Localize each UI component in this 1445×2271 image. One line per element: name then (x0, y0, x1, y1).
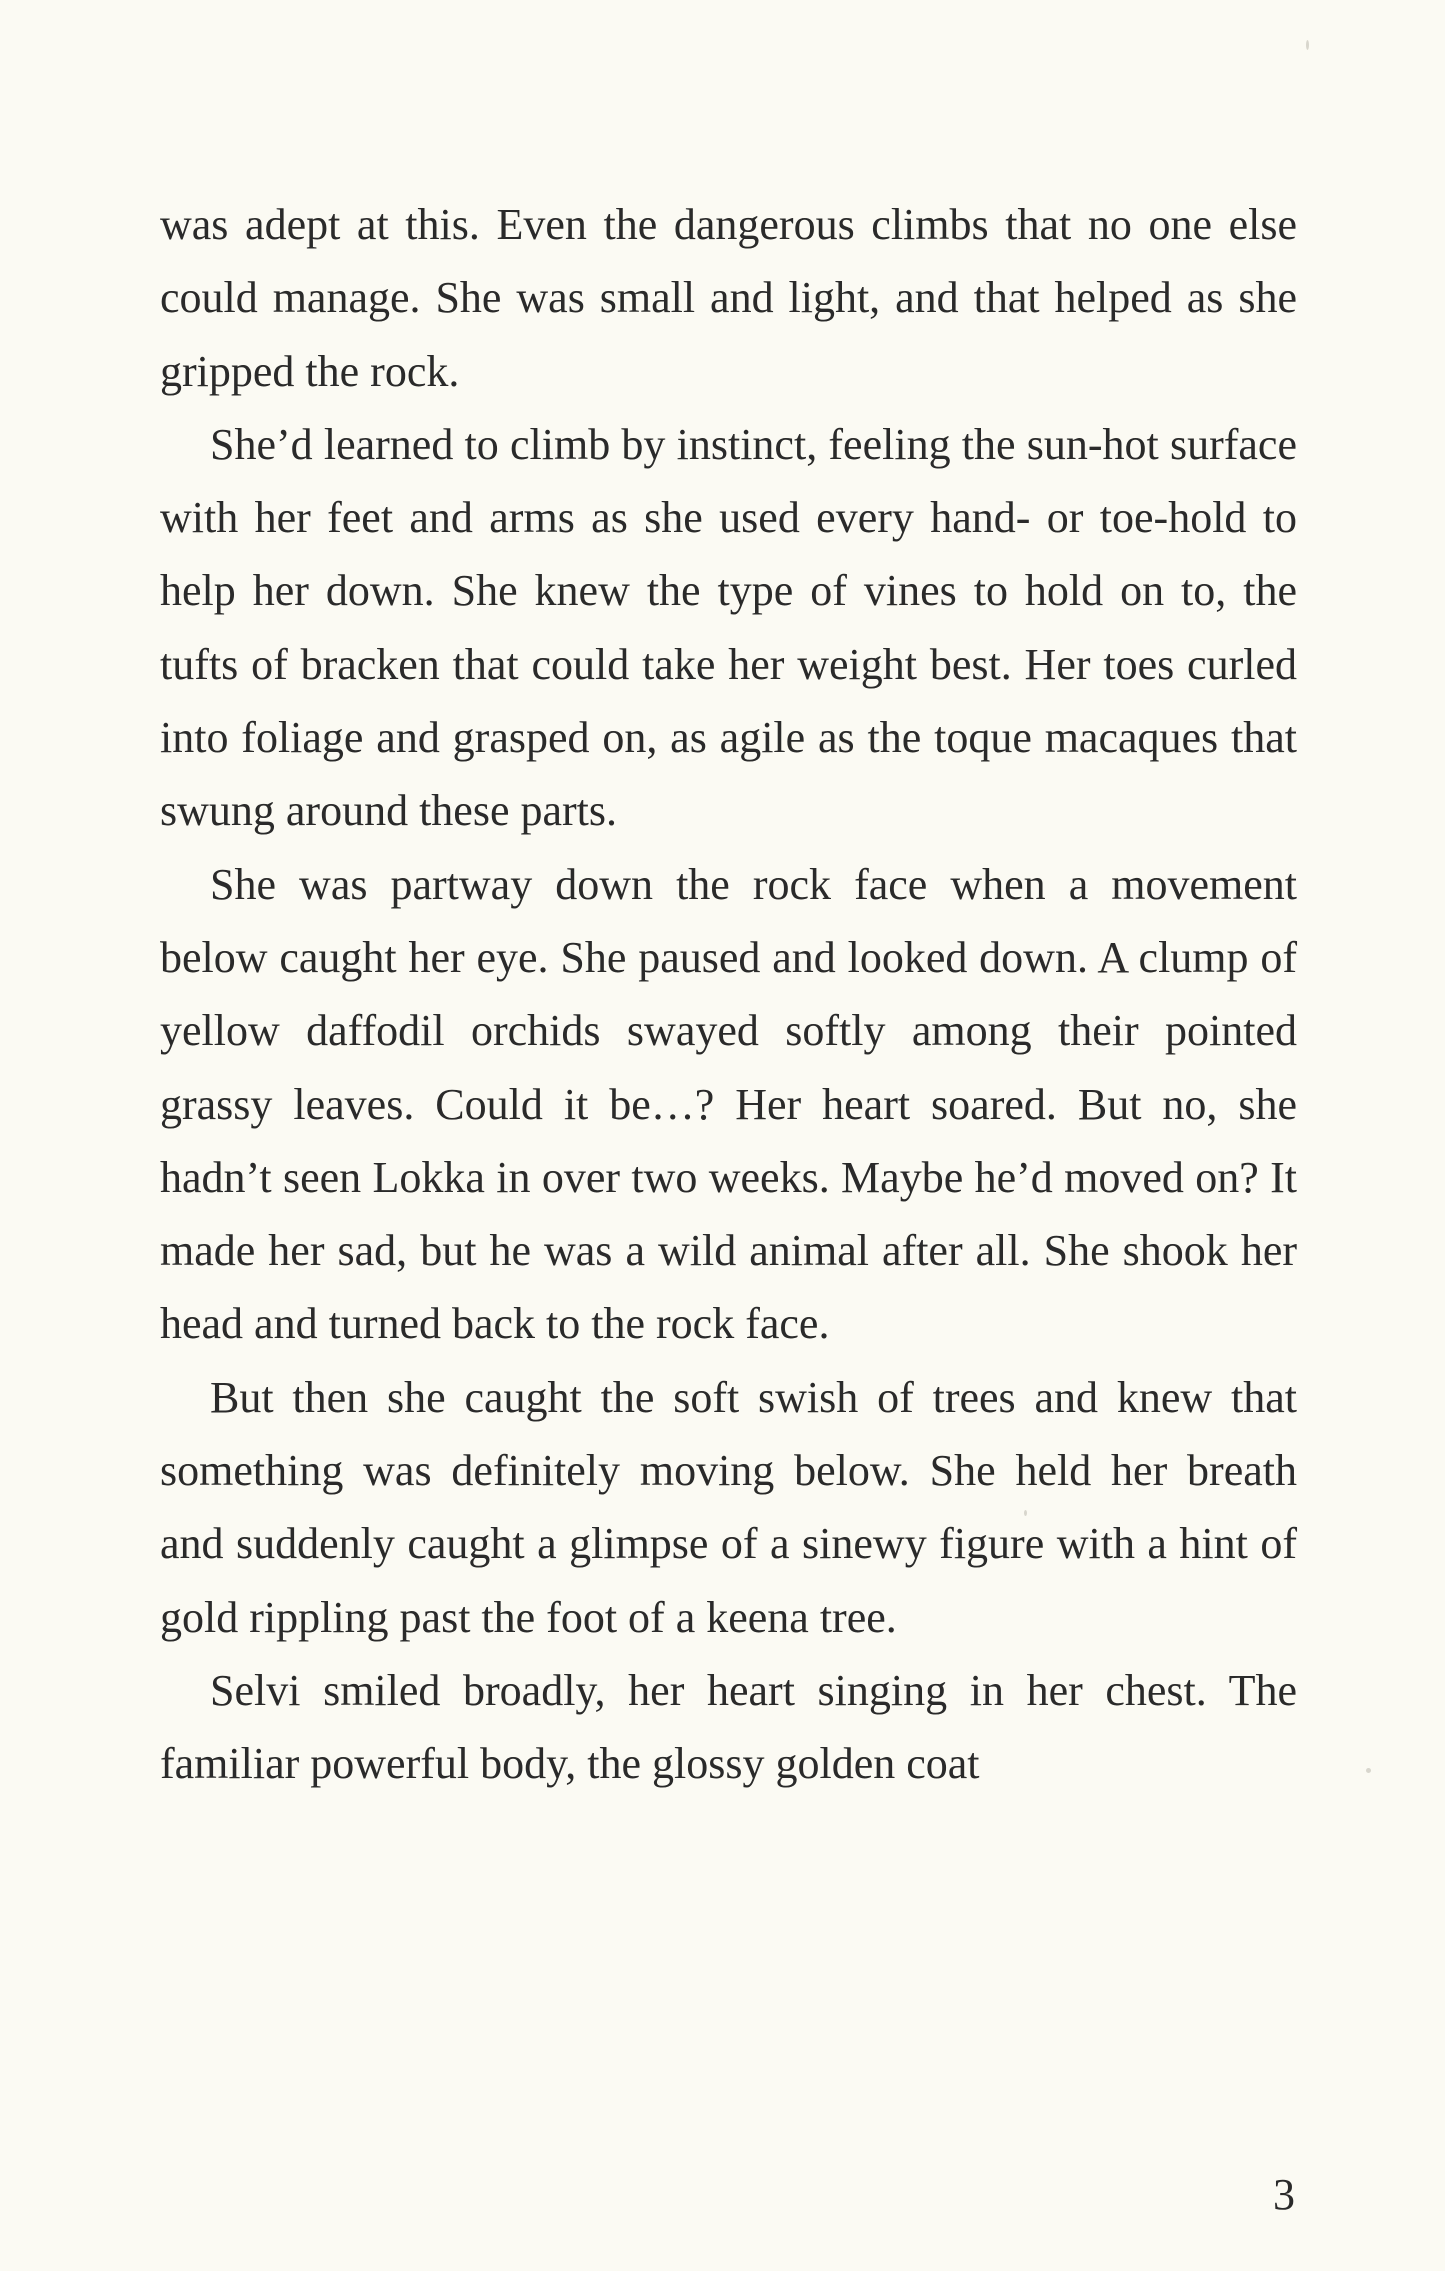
paragraph-2: She’d learned to climb by instinct, feeling the sun-hot surface with her feet and arms as she used every hand- or toe-hold to help her down. She knew the type of vines to hold on to, the tufts of bracken that could take her weight best. Her toes curled into foliage and grasped on, as agile as the toque macaques that swung around these parts. (160, 419, 1297, 836)
paper-speck (1366, 1768, 1371, 1773)
paragraph-5: Selvi smiled broadly, her heart singing in her chest. The familiar powerful body, the glossy golden coat (160, 1665, 1297, 1789)
page-number: 3 (1273, 2170, 1295, 2219)
paragraph-3: She was partway down the rock face when a movement below caught her eye. She paused and looked down. A clump of yellow daffodil orchids swayed softly among their pointed grassy leaves. Could it be…? Her heart soared. But no, she hadn’t seen Lokka in over two weeks. Maybe he’d moved on? It made her sad, but he was a wild animal after all. She shook her head and turned back to the rock face. (160, 859, 1297, 1349)
paragraph-4: But then she caught the soft swish of trees and knew that something was definitely moving below. She held her breath and suddenly caught a glimpse of a sinewy figure with a hint of gold rippling past the foot of a keena tree. (160, 1372, 1297, 1642)
paragraph-1: was adept at this. Even the dangerous climbs that no one else could manage. She was small and light, and that helped as she gripped the rock. (160, 200, 1297, 396)
paper-speck (1024, 1510, 1027, 1516)
paper-speck (1306, 40, 1309, 50)
body-text (160, 188, 1297, 1801)
